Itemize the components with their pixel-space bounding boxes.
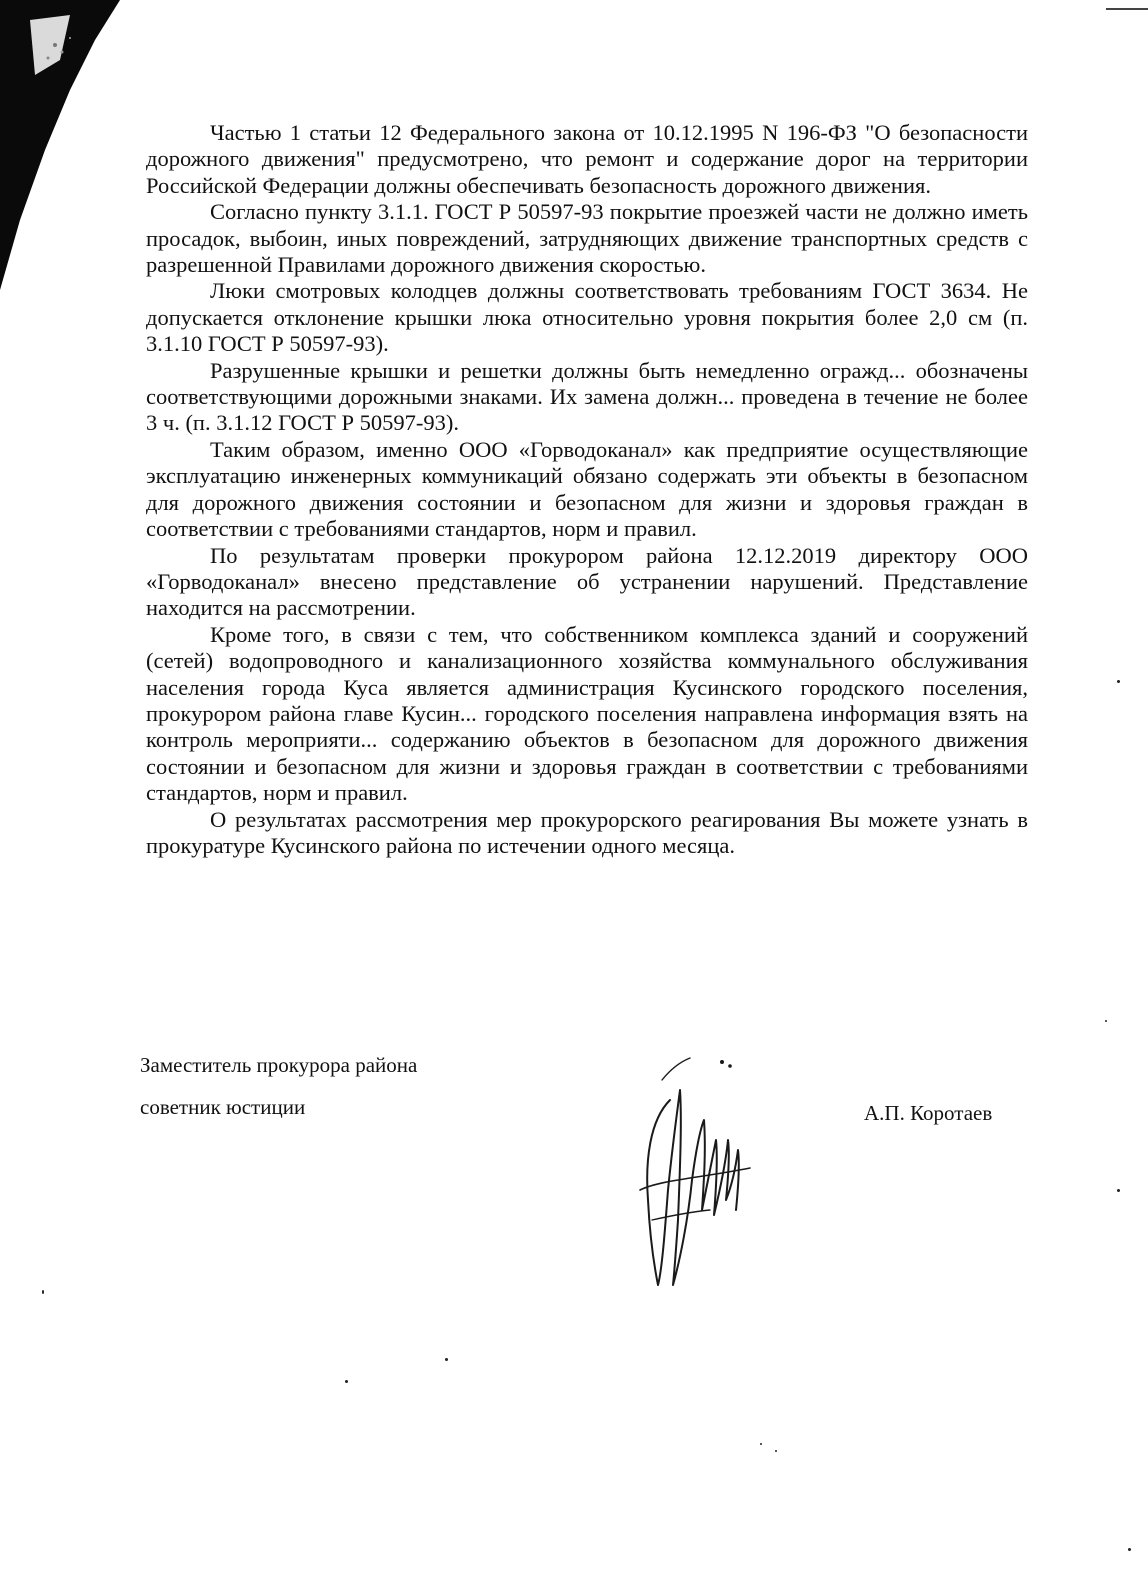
scan-speck [345, 1380, 348, 1383]
paragraph: Согласно пункту 3.1.1. ГОСТ Р 50597-93 покрытие проезжей части не должно иметь просадок, выбоин, иных повреждений, затрудняющих движение транспортных средств с разрешенной Правилами дорожного движения скоростью. [146, 199, 1028, 278]
scan-speck [775, 1450, 777, 1452]
scan-speck [1117, 1189, 1120, 1192]
signatory-rank: советник юстиции [140, 1095, 306, 1119]
scan-edge-mark [1106, 8, 1148, 10]
paragraph: По результатам проверки прокурором района 12.12.2019 директору ООО «Горводоканал» внесено представление об устранении нарушений. Представление находится на рассмотрении. [146, 542, 1028, 621]
scan-speck [1128, 1548, 1131, 1551]
scan-speck [42, 1290, 44, 1294]
signatory-name: А.П. Коротаев [864, 1101, 993, 1125]
signatory-title: Заместитель прокурора района [140, 1053, 418, 1077]
paragraph: Частью 1 статьи 12 Федерального закона от 10.12.1995 N 196-ФЗ "О безопасности дорожного движения" предусмотрено, что ремонт и содержание дорог на территории Российской Федерации должны обеспечивать безопасность дорожного движения. [146, 120, 1028, 198]
paragraph: Таким образом, именно ООО «Горводоканал» как предприятие осуществляющие эксплуатацию инженерных коммуникаций обязано содержать эти объекты в безопасном для дорожного движения состоянии и безопасном для жизни и здоровья граждан в соответствии с требованиями стандартов, норм и правил. [146, 436, 1028, 542]
handwritten-signature [610, 1040, 770, 1300]
paragraph: Люки смотровых колодцев должны соответствовать требованиям ГОСТ 3634. Не допускается отклонение крышки люка относительно уровня покрытия более 2,0 см (п. 3.1.10 ГОСТ Р 50597-93). [146, 278, 1028, 357]
signature-block [140, 1040, 1040, 1340]
letter-body [146, 120, 1028, 859]
scan-speck [445, 1358, 448, 1361]
paragraph: Разрушенные крышки и решетки должны быть немедленно огражд... обозначены соответствующими дорожными знаками. Их замена должн... проведена в течение не более 3 ч. (п. 3.1.12 ГОСТ Р 50597-93). [146, 357, 1028, 436]
paragraph: О результатах рассмотрения мер прокурорского реагирования Вы можете узнать в прокуратуре Кусинского района по истечении одного месяца. [146, 806, 1028, 858]
scan-speck [760, 1443, 762, 1445]
scan-edge-shadow [0, 0, 160, 300]
paragraph: Кроме того, в связи с тем, что собственником комплекса зданий и сооружений (сетей) водопроводного и канализационного хозяйства коммунального обслуживания населения города Куса является администрация Кусинского городского поселения, прокурором района главе Кусин... городского поселения направлена информация взять на контроль мероприяти... содержанию объектов в безопасном для дорожного движения состоянии и безопасном для жизни и здоровья граждан в соответствии с требованиями стандартов, норм и правил. [146, 621, 1028, 806]
scan-speck [1105, 1020, 1107, 1022]
scan-speck [1117, 680, 1120, 683]
